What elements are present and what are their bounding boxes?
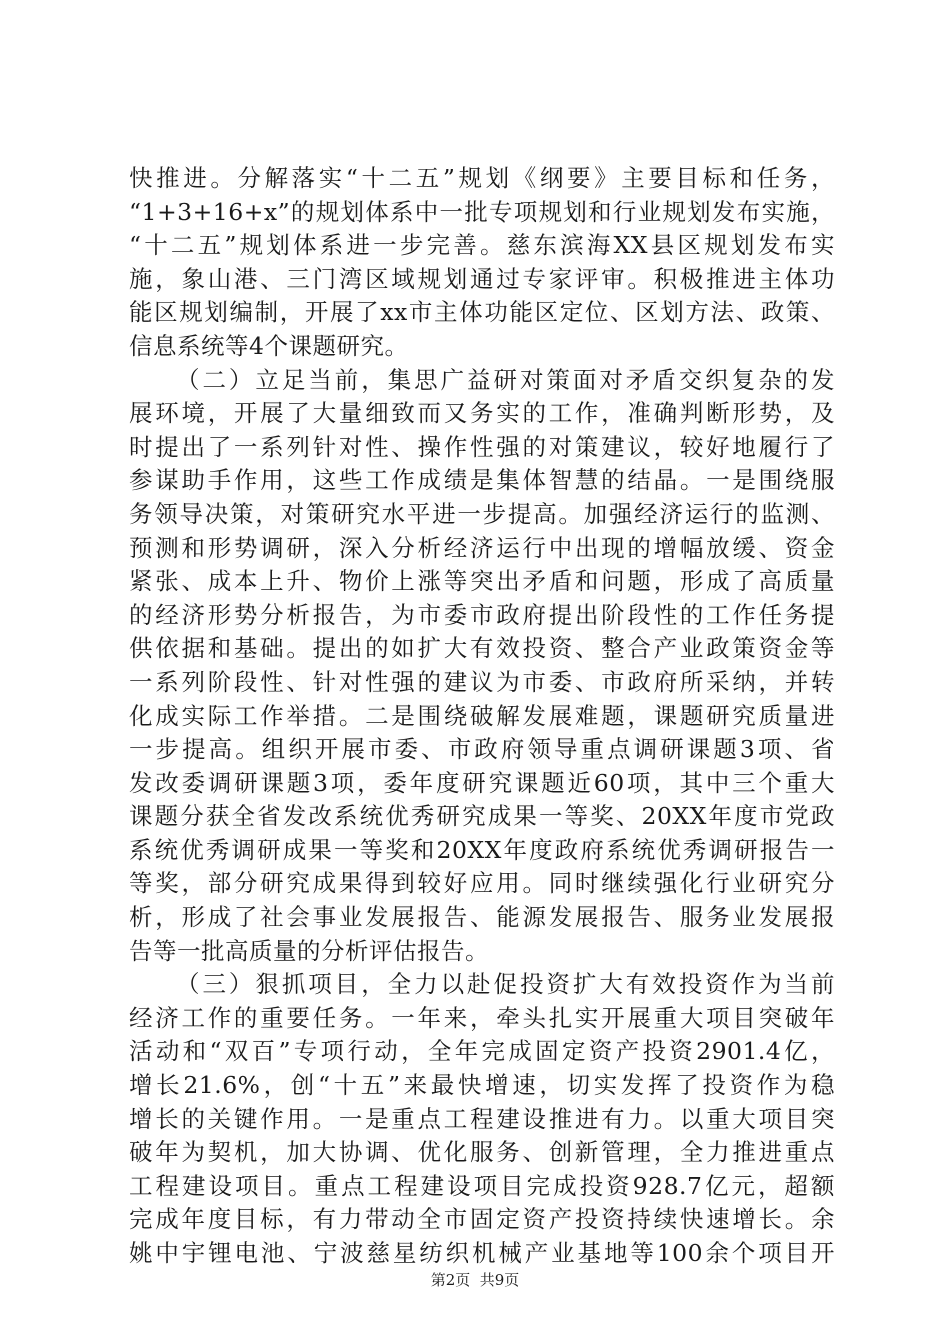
paragraph-heading-line: （二）立足当前，集思广益研对策面对矛盾交织复杂的发 [176, 365, 835, 394]
text-line: 析，形成了社会事业发展报告、能源发展报告、服务业发展报 [129, 903, 835, 932]
text-line: 破年为契机，加大协调、优化服务、创新管理，全力推进重点 [129, 1138, 835, 1167]
text-line: 紧张、成本上升、物价上涨等突出矛盾和问题，形成了高质量 [129, 567, 835, 596]
text-line: 增长21.6%，创“十五”来最快增速，切实发挥了投资作为稳 [129, 1071, 835, 1100]
page-number-label: 第2页 共9页 [430, 1271, 520, 1289]
paragraph-heading-line: （三）狠抓项目，全力以赴促投资扩大有效投资作为当前 [176, 970, 835, 999]
document-body [129, 162, 835, 1271]
text-line: 展环境，开展了大量细致而又务实的工作，准确判断形势，及 [129, 399, 835, 428]
text-line: 经济工作的重要任务。一年来，牵头扎实开展重大项目突破年 [129, 1003, 835, 1032]
text-line: 系统优秀调研成果一等奖和20XX年度政府系统优秀调研报告一 [129, 835, 835, 864]
text-line: 姚中宇锂电池、宁波慈星纺织机械产业基地等100余个项目开 [129, 1239, 835, 1267]
text-line: 化成实际工作举措。二是围绕破解发展难题，课题研究质量进 [129, 701, 835, 730]
text-line: “1+3+16+x”的规划体系中一批专项规划和行业规划发布实施， [129, 197, 835, 226]
text-line: 信息系统等4个课题研究。 [129, 331, 409, 360]
text-line: 工程建设项目。重点工程建设项目完成投资928.7亿元，超额 [129, 1171, 835, 1200]
text-line: 快推进。分解落实“十二五”规划《纲要》主要目标和任务， [129, 164, 835, 192]
text-line: “十二五”规划体系进一步完善。慈东滨海XX县区规划发布实 [129, 231, 835, 260]
text-line: 增长的关键作用。一是重点工程建设推进有力。以重大项目突 [129, 1104, 835, 1133]
page-footer [0, 1270, 950, 1290]
text-line: 施，象山港、三门湾区域规划通过专家评审。积极推进主体功 [129, 264, 835, 293]
text-line: 完成年度目标，有力带动全市固定资产投资持续快速增长。余 [129, 1205, 835, 1234]
text-line: 一步提高。组织开展市委、市政府领导重点调研课题3项、省 [129, 735, 835, 764]
text-line: 的经济形势分析报告，为市委市政府提出阶段性的工作任务提 [129, 600, 835, 629]
text-line: 参谋助手作用，这些工作成绩是集体智慧的结晶。一是围绕服 [129, 466, 835, 495]
text-line: 供依据和基础。提出的如扩大有效投资、整合产业政策资金等 [129, 634, 835, 663]
text-line: 时提出了一系列针对性、操作性强的对策建议，较好地履行了 [129, 432, 835, 461]
text-line: 等奖，部分研究成果得到较好应用。同时继续强化行业研究分 [129, 869, 835, 898]
text-line: 告等一批高质量的分析评估报告。 [129, 936, 489, 965]
text-line: 预测和形势调研，深入分析经济运行中出现的增幅放缓、资金 [129, 533, 835, 562]
text-line: 课题分获全省发改系统优秀研究成果一等奖、20XX年度市党政 [129, 802, 835, 831]
text-line: 发改委调研课题3项，委年度研究课题近60项，其中三个重大 [129, 768, 835, 797]
text-line: 一系列阶段性、针对性强的建议为市委、市政府所采纳，并转 [129, 667, 835, 696]
text-line: 务领导决策，对策研究水平进一步提高。加强经济运行的监测、 [129, 499, 835, 528]
text-line: 活动和“双百”专项行动，全年完成固定资产投资2901.4亿， [129, 1037, 835, 1066]
text-line: 能区规划编制，开展了xx市主体功能区定位、区划方法、政策、 [129, 298, 835, 327]
